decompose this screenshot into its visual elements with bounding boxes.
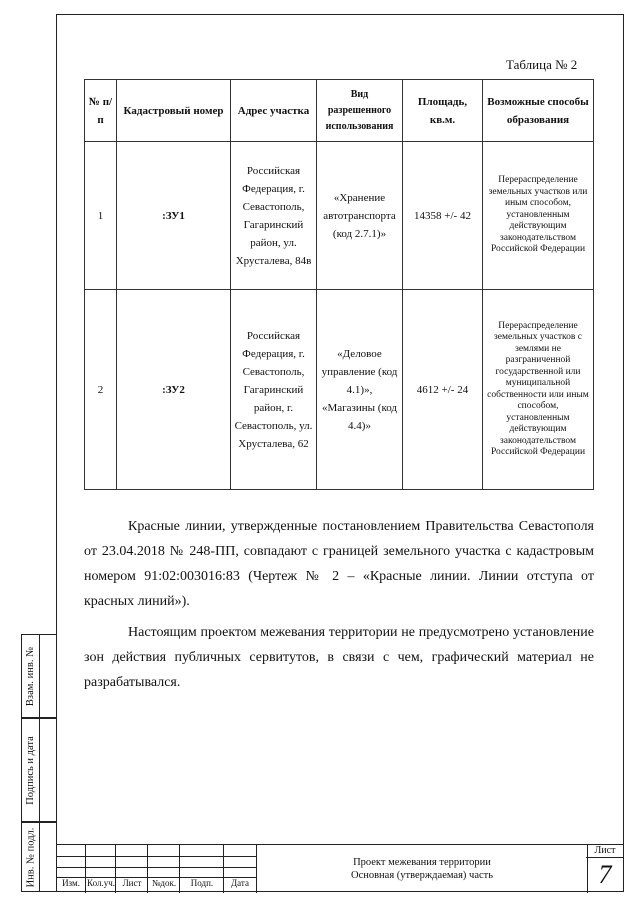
row-method: Перераспределение земельных участков с землями не разграниченной государственной или муниципальной собственности или иным способом, установленным действующим законодательством Российской Федерации (483, 290, 594, 490)
row-number: 2 (85, 290, 117, 490)
side-label-signature: Подпись и дата (25, 735, 37, 805)
paragraph-servitudes: Настоящим проектом межевания территории не предусмотрено установление зон действия публичных сервитутов, в связи с чем, графический материал не разрабатывался. (84, 625, 594, 690)
row-use: «Деловое управление (код 4.1)», «Магазины (код 4.4)» (317, 290, 403, 490)
stamp-col-date: Дата (231, 878, 249, 888)
stamp-col-sheet: Лист (122, 878, 142, 888)
stamp-col-count: Кол.уч. (87, 878, 115, 888)
row-area: 4612 +/- 24 (403, 290, 483, 490)
row-use: «Хранение автотранспорта (код 2.7.1)» (317, 142, 403, 290)
header-use: Вид разрешенного использования (317, 80, 403, 142)
row-address: Российская Федерация, г. Севастополь, Гагаринский район, г. Севастополь, ул. Хрусталева, 62 (231, 290, 317, 490)
header-cadastral: Кадастровый номер (117, 80, 231, 142)
sheet-number: 7 (598, 860, 612, 889)
side-box-original (21, 822, 56, 892)
row-cadastral: :ЗУ2 (117, 290, 231, 490)
table-row (85, 290, 594, 490)
row-address: Российская Федерация, г. Севастополь, Гагаринский район, ул. Хрусталева, 84в (231, 142, 317, 290)
document-title-line1: Проект межевания территории (353, 857, 491, 868)
document-title-line2: Основная (утверждаемая) часть (350, 870, 494, 881)
table-header-row (85, 80, 594, 142)
row-area: 14358 +/- 42 (403, 142, 483, 290)
table-caption: Таблица № 2 (506, 57, 578, 72)
header-area: Площадь, кв.м. (403, 80, 483, 142)
row-number: 1 (85, 142, 117, 290)
sheet-number-box (586, 845, 624, 893)
header-method: Возможные способы образования (483, 80, 594, 142)
side-box-signature (21, 718, 56, 822)
row-method: Перераспределение земельных участков или иным способом, установленным действующим законодательством Российской Федерации (483, 142, 594, 290)
header-address: Адрес участка (231, 80, 317, 142)
stamp-col-sign: Подп. (190, 878, 214, 888)
side-box-replacement (21, 634, 56, 718)
paragraph-red-lines: Красные линии, утвержденные постановлением Правительства Севастополя от 23.04.2018 № 248-ПП, совпадают с границей земельного участка с кадастровым номером 91:02:003016:83 (Чертеж № 2 – «Красные линии. Линии отступа от красных линий»). (84, 519, 594, 609)
table-row (85, 142, 594, 290)
header-number: № п/п (85, 80, 117, 142)
stamp-col-doc: №док. (151, 878, 177, 888)
land-plots-table (84, 79, 594, 490)
side-label-original: Инв. № подл. (25, 827, 37, 887)
title-block-stamp (56, 844, 624, 893)
sheet-label: Лист (586, 845, 624, 858)
stamp-col-change: Изм. (62, 878, 80, 888)
row-cadastral: :ЗУ1 (117, 142, 231, 290)
document-title (256, 845, 588, 893)
side-label-replacement: Взам. инв. № (25, 646, 37, 706)
